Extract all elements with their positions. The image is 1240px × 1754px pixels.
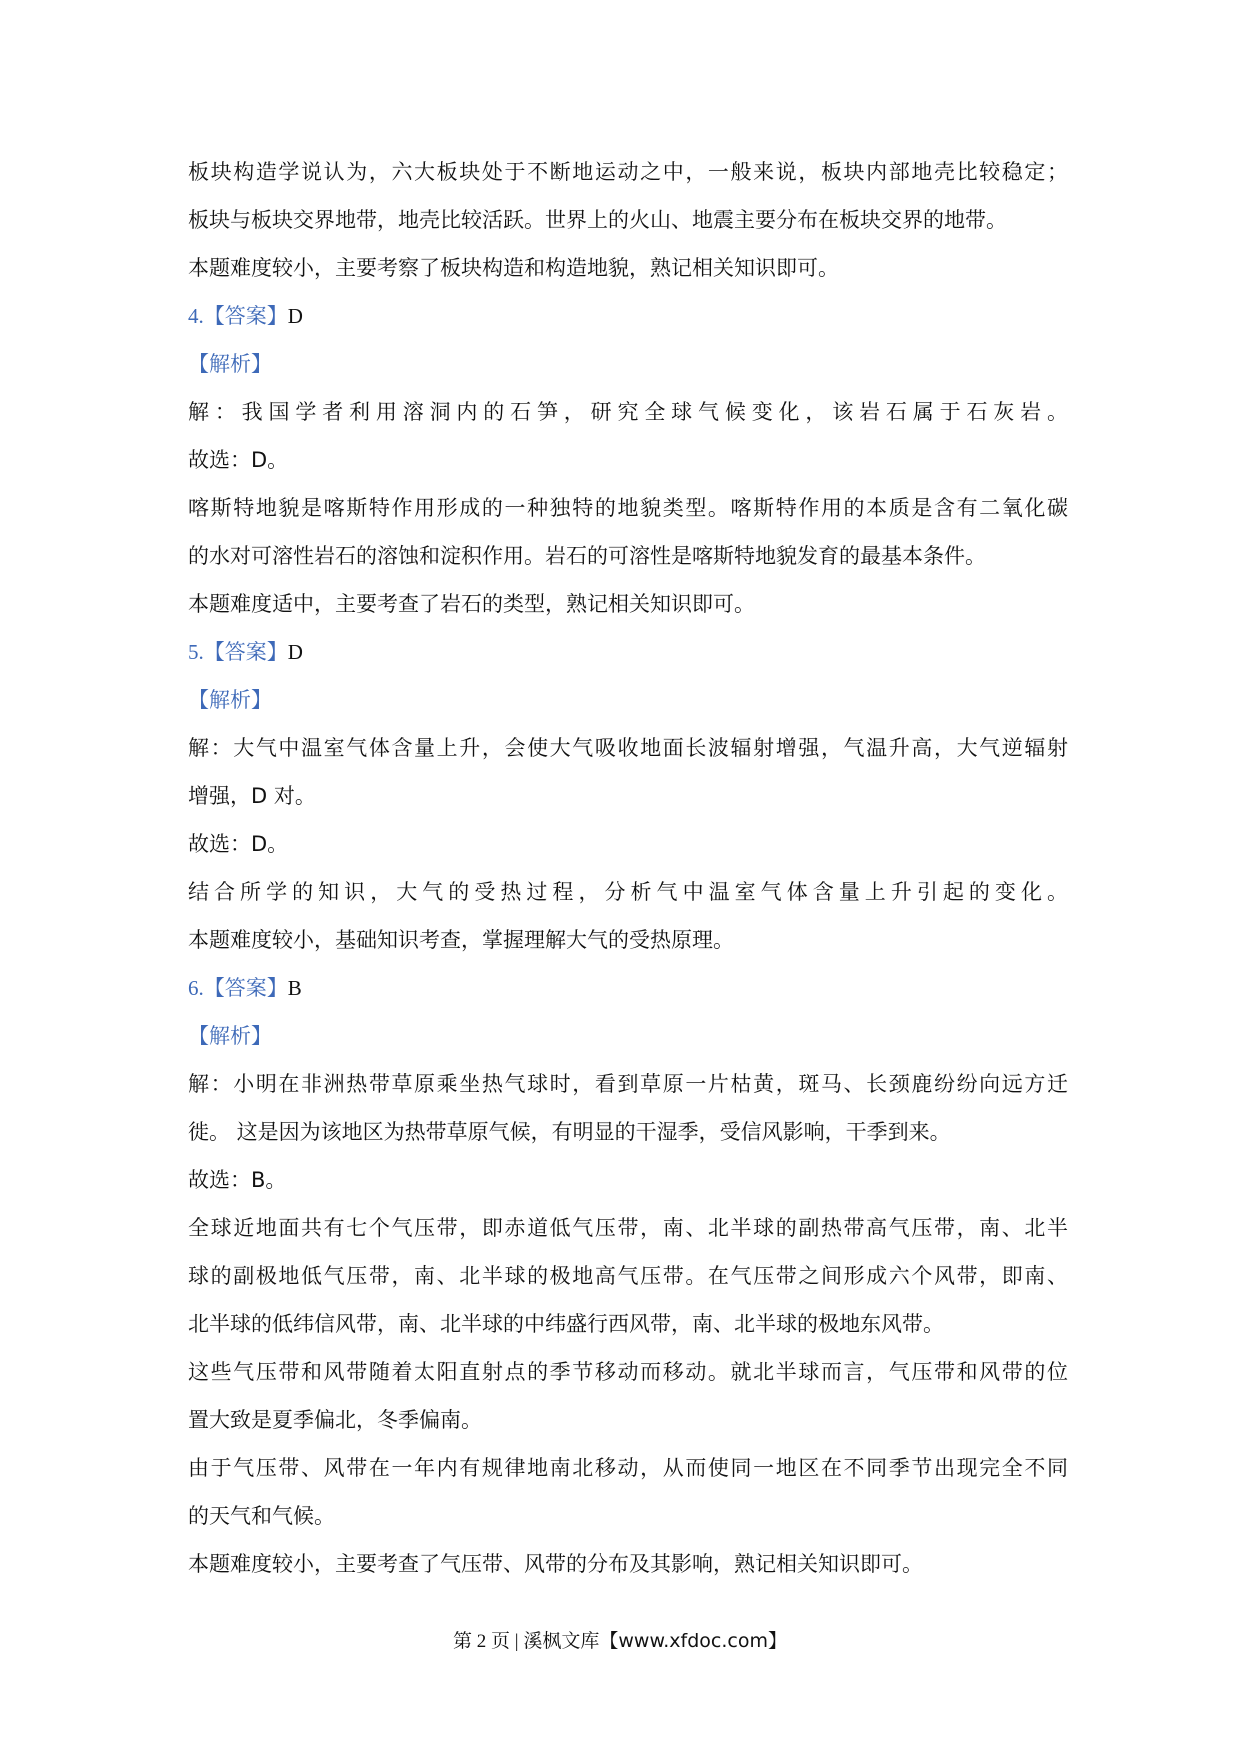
footer-url: 【www.xfdoc.com】 bbox=[599, 1630, 787, 1652]
paragraph-line: 解：小明在非洲热带草原乘坐热气球时，看到草原一片枯黄，斑马、长颈鹿纷纷向远方迁 bbox=[188, 1072, 1068, 1096]
answer-label: 【答案】 bbox=[203, 976, 288, 1000]
footer-site-name: 溪枫文库 bbox=[523, 1630, 600, 1652]
paragraph-line: 置大致是夏季偏北，冬季偏南。 bbox=[188, 1408, 482, 1432]
analysis-heading: 【解析】 bbox=[188, 352, 272, 376]
paragraph-line: 本题难度较小，基础知识考查，掌握理解大气的受热原理。 bbox=[188, 928, 734, 952]
answer-label: 【答案】 bbox=[203, 640, 288, 664]
paragraph-line: 的天气和气候。 bbox=[188, 1504, 335, 1528]
answer-line bbox=[188, 974, 1068, 1002]
paragraph-line: 本题难度适中，主要考查了岩石的类型，熟记相关知识即可。 bbox=[188, 592, 755, 616]
answer-line bbox=[188, 638, 1068, 666]
question-number: 5. bbox=[188, 640, 204, 664]
answer-label: 【答案】 bbox=[203, 304, 288, 328]
paragraph-line: 解：大气中温室气体含量上升，会使大气吸收地面长波辐射增强，气温升高，大气逆辐射 bbox=[188, 736, 1068, 760]
paragraph-line: 由于气压带、风带在一年内有规律地南北移动，从而使同一地区在不同季节出现完全不同 bbox=[188, 1456, 1068, 1480]
paragraph-line: 增强，D 对。 bbox=[188, 784, 316, 808]
document-body bbox=[188, 158, 1068, 1598]
paragraph-line: 故选：D。 bbox=[188, 832, 289, 856]
paragraph-line: 故选：B。 bbox=[188, 1168, 287, 1192]
answer-value: D bbox=[287, 640, 303, 664]
page-number: 第 2 页 bbox=[453, 1631, 511, 1652]
analysis-heading: 【解析】 bbox=[188, 1024, 272, 1048]
paragraph-line: 板块构造学说认为，六大板块处于不断地运动之中，一般来说，板块内部地壳比较稳定； bbox=[188, 160, 1068, 184]
paragraph-line: 结合所学的知识，大气的受热过程，分析气中温室气体含量上升引起的变化。 bbox=[188, 880, 1068, 904]
analysis-heading: 【解析】 bbox=[188, 688, 272, 712]
paragraph-line: 本题难度较小，主要考察了板块构造和构造地貌，熟记相关知识即可。 bbox=[188, 256, 839, 280]
paragraph-line: 故选：D。 bbox=[188, 448, 289, 472]
paragraph-line: 的水对可溶性岩石的溶蚀和淀积作用。岩石的可溶性是喀斯特地貌发育的最基本条件。 bbox=[188, 544, 986, 568]
paragraph-line: 板块与板块交界地带，地壳比较活跃。世界上的火山、地震主要分布在板块交界的地带。 bbox=[188, 208, 1007, 232]
page-footer bbox=[0, 1628, 1240, 1655]
answer-line bbox=[188, 302, 1068, 330]
paragraph-line: 喀斯特地貌是喀斯特作用形成的一种独特的地貌类型。喀斯特作用的本质是含有二氧化碳 bbox=[188, 496, 1068, 520]
paragraph-line: 本题难度较小，主要考查了气压带、风带的分布及其影响，熟记相关知识即可。 bbox=[188, 1552, 923, 1576]
paragraph-line: 解：我国学者利用溶洞内的石笋，研究全球气候变化，该岩石属于石灰岩。 bbox=[188, 400, 1068, 424]
paragraph-line: 北半球的低纬信风带，南、北半球的中纬盛行西风带，南、北半球的极地东风带。 bbox=[188, 1312, 944, 1336]
paragraph-line: 这些气压带和风带随着太阳直射点的季节移动而移动。就北半球而言，气压带和风带的位 bbox=[188, 1360, 1068, 1384]
question-number: 4. bbox=[188, 304, 204, 328]
paragraph-line: 徙。 这是因为该地区为热带草原气候，有明显的干湿季，受信风影响，干季到来。 bbox=[188, 1120, 951, 1144]
answer-value: D bbox=[287, 304, 303, 328]
paragraph-line: 全球近地面共有七个气压带，即赤道低气压带，南、北半球的副热带高气压带，南、北半 bbox=[188, 1216, 1068, 1240]
question-number: 6. bbox=[188, 976, 204, 1000]
answer-value: B bbox=[287, 976, 302, 1000]
paragraph-line: 球的副极地低气压带，南、北半球的极地高气压带。在气压带之间形成六个风带，即南、 bbox=[188, 1264, 1068, 1288]
footer-separator: | bbox=[514, 1631, 519, 1652]
